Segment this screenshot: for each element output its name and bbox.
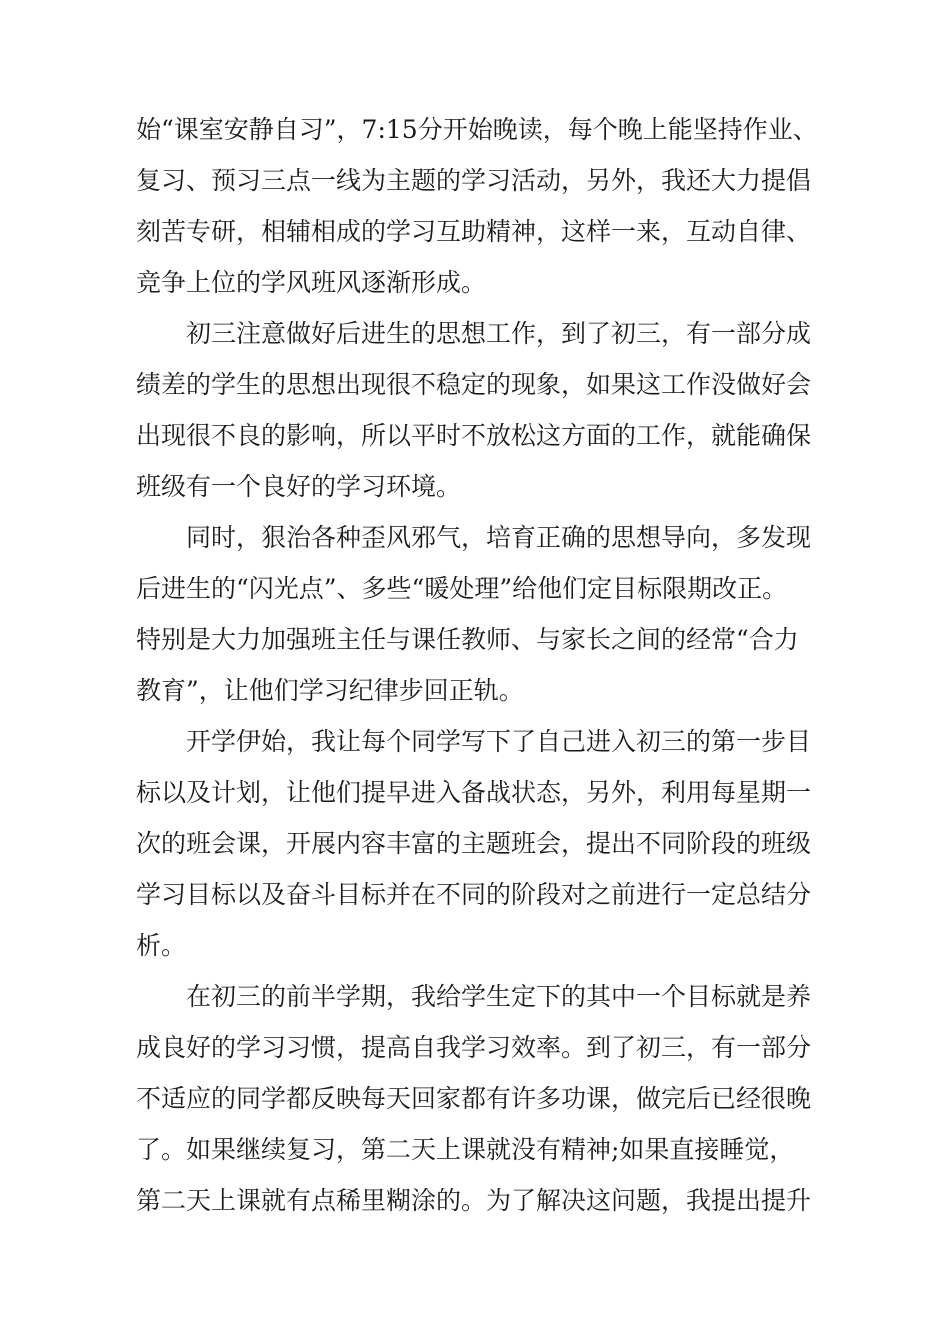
text-line: 次的班会课，开展内容丰富的主题班会，提出不同阶段的班级 bbox=[136, 829, 812, 858]
text-line: 开学伊始，我让每个同学写下了自己进入初三的第一步目 bbox=[186, 727, 812, 756]
text-line: 班级有一个良好的学习环境。 bbox=[136, 472, 462, 501]
text-line: 在初三的前半学期，我给学生定下的其中一个目标就是养 bbox=[186, 982, 812, 1011]
text-line: 始“课室安静自习”，7:15分开始晚读，每个晚上能坚持作业、 bbox=[136, 115, 818, 144]
text-line: 标以及计划，让他们提早进入备战状态，另外，利用每星期一 bbox=[136, 778, 812, 807]
text-line: 绩差的学生的思想出现很不稳定的现象，如果这工作没做好会 bbox=[136, 370, 812, 399]
paragraph-2 bbox=[136, 308, 866, 512]
text-line: 复习、预习三点一线为主题的学习活动，另外，我还大力提倡 bbox=[136, 166, 812, 195]
paragraph-4 bbox=[136, 716, 866, 971]
text-line: 竞争上位的学风班风逐渐形成。 bbox=[136, 268, 487, 297]
text-line: 学习目标以及奋斗目标并在不同的阶段对之前进行一定总结分 bbox=[136, 880, 812, 909]
text-line: 同时，狠治各种歪风邪气，培育正确的思想导向，多发现 bbox=[186, 523, 812, 552]
text-line: 不适应的同学都反映每天回家都有许多功课，做完后已经很晚 bbox=[136, 1084, 812, 1113]
text-line: 教育”，让他们学习纪律步回正轨。 bbox=[136, 676, 524, 705]
text-line: 出现很不良的影响，所以平时不放松这方面的工作，就能确保 bbox=[136, 421, 812, 450]
text-line: 初三注意做好后进生的思想工作，到了初三，有一部分成 bbox=[186, 319, 812, 348]
text-line: 第二天上课就有点稀里糊涂的。为了解决这问题，我提出提升 bbox=[136, 1186, 812, 1215]
paragraph-5 bbox=[136, 971, 866, 1226]
text-line: 成良好的学习习惯，提高自我学习效率。到了初三，有一部分 bbox=[136, 1033, 812, 1062]
text-line: 刻苦专研，相辅相成的学习互助精神，这样一来，互动自律、 bbox=[136, 217, 812, 246]
text-line: 后进生的“闪光点”、多些“暖处理”给他们定目标限期改正。 bbox=[136, 574, 788, 603]
body-text bbox=[136, 104, 866, 1226]
text-line: 了。如果继续复习，第二天上课就没有精神;如果直接睡觉， bbox=[136, 1135, 795, 1164]
paragraph-3 bbox=[136, 512, 866, 716]
text-line: 特别是大力加强班主任与课任教师、与家长之间的经常“合力 bbox=[136, 625, 799, 654]
text-line: 析。 bbox=[136, 931, 187, 960]
paragraph-1 bbox=[136, 104, 866, 308]
